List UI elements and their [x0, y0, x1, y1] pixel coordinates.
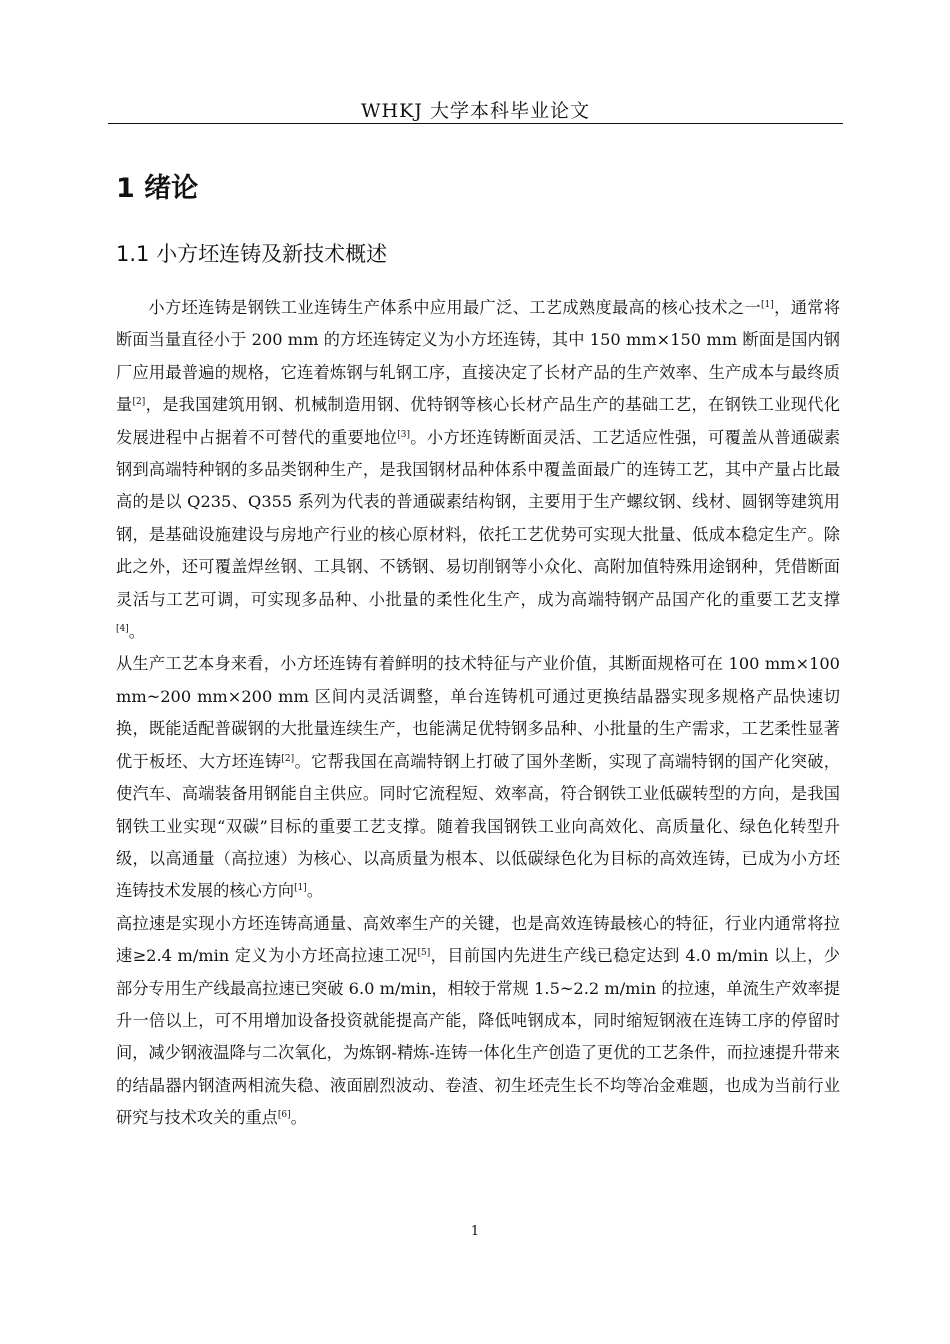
paragraph-text: 小方坯连铸是钢铁工业连铸生产体系中应用最广泛、工艺成熟度最高的核心技术之一: [148, 298, 762, 317]
paragraph-text: 。它帮我国在高端特钢上打破了国外垄断，实现了高端特钢的国产化突破，使汽车、高端装备用钢能自主供应。同时它流程短、效率高，符合钢铁工业低碳转型的方向，是我国钢铁工业实现“双碳”目标的重要工艺支撑。随着我国钢铁工业向高效化、高质量化、绿色化转型升级，以高通量（高拉速）为核心、以高质量为根本、以低碳绿色化为目标的高效连铸，已成为小方坯连铸技术发展的核心方向: [116, 751, 840, 901]
running-header: WHKJ 大学本科毕业论文: [361, 100, 590, 122]
paragraph-text: ，是我国建筑用钢、机械制造用钢、优特钢等核心长材产品生产的基础工艺，在钢铁工业现代化发展进程中占据着不可替代的重要地位: [116, 395, 841, 447]
paragraph-text: 。: [306, 881, 323, 901]
citation-ref: [3]: [397, 429, 410, 440]
citation-ref: [2]: [132, 397, 146, 408]
header-rule: [108, 123, 843, 124]
citation-ref: [4]: [116, 624, 129, 635]
paragraph-text: 。小方坯连铸断面灵活、工艺适应性强，可覆盖从普通碳素钢到高端特种钢的多品类钢种生产，是我国钢材品种体系中覆盖面最广的连铸工艺，其中产量占比最高的是以 Q235、Q355 系列为代表的普通碳素结构钢，主要用于生产螺纹钢、线材、圆钢等建筑用钢，是基础设施建设与房地产行业的核心原材料，依托工艺优势可实现大批量、低成本稳定生产。除此之外，还可覆盖焊丝钢、工具钢、不锈钢、易切削钢等小众化、高附加值特殊用途钢种，凭借断面灵活与工艺可调，可实现多品种、小批量的柔性化生产，成为高端特钢产品国产化的重要工艺支撑: [116, 427, 841, 609]
paragraph-text: 从生产工艺本身来看，小方坯连铸有着鲜明的技术特征与产业价值，其断面规格可在 100 mm×100 mm~200 mm×200 mm 区间内灵活调整，单台连铸机可通过更换结晶器实现多规格产品快速切换，既能适配普碳钢的大批量连续生产，也能满足优特钢多品种、小批量的生产需求，工艺柔性显著优于板坯、大方坯连铸: [116, 654, 840, 771]
citation-ref: [2]: [281, 753, 295, 764]
citation-ref: [5]: [417, 948, 431, 959]
paragraph-text: 高拉速是实现小方坯连铸高通量、高效率生产的关键，也是高效连铸最核心的特征，行业内通常将拉速≥2.4 m/min 定义为小方坯高拉速工况: [116, 913, 840, 966]
paragraph-text: ，通常将断面当量直径小于 200 mm 的方坯连铸定义为小方坯连铸，其中 150 mm×150 mm 断面是国内钢厂应用最普遍的规格，它连着炼钢与轧钢工序，直接决定了长材产品的生产效率、生产成本与最终质量: [116, 298, 841, 415]
citation-ref: [1]: [294, 883, 307, 894]
page-number: 1: [470, 1224, 480, 1239]
chapter-heading: 1 绪论: [116, 173, 199, 204]
section-heading: 1.1 小方坯连铸及新技术概述: [116, 242, 388, 266]
paragraph-text: 。: [128, 622, 145, 642]
paragraph-text: 。: [290, 1108, 307, 1128]
citation-ref: [6]: [277, 1110, 291, 1121]
body-paragraph: [116, 648, 840, 907]
citation-ref: [1]: [761, 300, 774, 310]
body-paragraph: [116, 292, 840, 648]
paragraph-text: ，目前国内先进生产线已稳定达到 4.0 m/min 以上，少部分专用生产线最高拉速已突破 6.0 m/min，相较于常规 1.5~2.2 m/min 的拉速，单流生产效率提升一倍以上，可不用增加设备投资就能提高产能，降低吨钢成本，同时缩短钢液在连铸工序的停留时间，减少钢液温降与二次氧化，为炼钢-精炼-连铸一体化生产创造了更优的工艺条件，而拉速提升带来的结晶器内钢渣两相流失稳、液面剧烈波动、卷渣、初生坯壳生长不均等冶金难题，也成为当前行业研究与技术攻关的重点: [116, 946, 840, 1128]
body-paragraph: [116, 908, 840, 1135]
body-text: [116, 292, 840, 1135]
